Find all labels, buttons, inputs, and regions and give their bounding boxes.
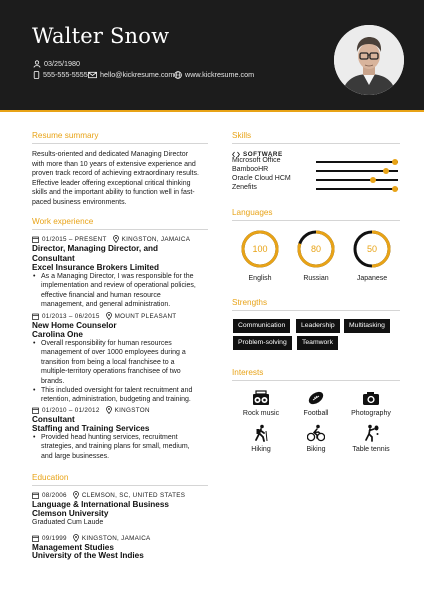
skill-name: Zenefits <box>232 184 257 191</box>
strengths-title: Strengths <box>232 298 268 307</box>
interests-divider <box>232 380 400 381</box>
interest-label: Table tennis <box>352 446 390 453</box>
experience-divider <box>32 229 208 230</box>
software-group: SOFTWARE <box>232 151 283 158</box>
education-school: University of the West Indies <box>32 551 144 560</box>
job-company: Carolina One <box>32 330 83 339</box>
education-dates: 09/1999 <box>42 534 67 542</box>
education-title: Education <box>32 473 69 482</box>
calendar-icon <box>32 535 39 542</box>
strengths-divider <box>232 310 400 311</box>
phone-row <box>33 70 88 79</box>
profile-photo <box>334 25 404 95</box>
education-school: Clemson University <box>32 509 109 518</box>
languages-title: Languages <box>232 208 273 217</box>
job-bullets <box>32 339 192 405</box>
job-company: Excel Insurance Brokers Limited <box>32 263 159 272</box>
strength-tag: Leadership <box>296 319 340 333</box>
language-ring <box>296 229 336 269</box>
skill-name: BambooHR <box>232 166 269 173</box>
summary-divider <box>32 143 208 144</box>
skill-level-dot <box>383 168 389 174</box>
hiking-icon <box>252 424 270 442</box>
table-tennis-icon <box>362 424 380 442</box>
job-location: KINGSTON, JAMAICA <box>121 235 191 243</box>
education-location: KINGSTON, JAMAICA <box>81 534 151 542</box>
resume-header <box>0 0 424 110</box>
skill-name: Microsoft Office <box>232 157 281 164</box>
education-degree: Management Studies <box>32 543 114 552</box>
job-bullets <box>32 433 190 461</box>
skill-name: Oracle Cloud HCM <box>232 175 291 182</box>
languages-divider <box>232 220 400 221</box>
skill-level-dot <box>392 159 398 165</box>
phone-icon <box>33 71 40 79</box>
skill-bar <box>316 170 398 172</box>
boombox-icon <box>252 390 270 406</box>
job-dates: 01/2015 – PRESENT <box>42 235 107 243</box>
location-pin-icon <box>73 534 79 542</box>
skills-divider <box>232 143 400 144</box>
phone-text[interactable]: 555-555-5555 <box>43 70 88 79</box>
education-degree: Language & International Business <box>32 500 169 509</box>
calendar-icon <box>32 492 39 499</box>
skills-title: Skills <box>232 131 252 140</box>
email-link[interactable]: hello@kickresume.com <box>100 70 175 79</box>
skill-bar <box>316 188 398 190</box>
person-icon <box>33 60 41 68</box>
job-meta <box>32 235 190 243</box>
skill-bar <box>316 161 398 163</box>
location-pin-icon <box>113 235 119 243</box>
job-role: Director, Managing Director, and Consultant <box>32 244 159 263</box>
skill-bar <box>316 179 398 181</box>
strength-tag: Communication <box>233 319 290 333</box>
language-level-value: 100 <box>252 244 268 254</box>
language-level-value: 50 <box>366 244 378 254</box>
website-row <box>174 70 254 79</box>
summary-text: Results-oriented and dedicated Managing Director with more than 10 years of extensive experience and proven track record of achieving extraordinary results. Effective leader offering exceptional critical thinking skills and the important ability to function well in fast- paced business environments. <box>32 151 199 206</box>
skill-level-dot <box>370 177 376 183</box>
calendar-icon <box>32 313 39 320</box>
interest-label: Hiking <box>251 446 271 453</box>
summary-title: Resume summary <box>32 131 99 140</box>
job-dates: 01/2013 – 06/2015 <box>42 312 100 320</box>
bullet-item: • Overall responsibility for human resources management of over 1000 employees during a transition from being a local franchisee to a multiple-territory operations franchisee of two brands. <box>32 339 192 386</box>
calendar-icon <box>32 407 39 414</box>
calendar-icon <box>32 236 39 243</box>
job-role: Consultant <box>32 415 75 424</box>
language-ring <box>240 229 280 269</box>
education-meta <box>32 534 151 542</box>
bullet-item: • This included oversight for talent recruitment and retention, administration, budgeting and training. <box>32 386 192 405</box>
website-link[interactable]: www.kickresume.com <box>185 70 255 79</box>
bullet-item: • Provided head hunting services, recruitment strategies, and training plans for small, medium, and large businesses. <box>32 433 190 461</box>
skill-level-dot <box>392 186 398 192</box>
bullet-item: • As a Managing Director, I was responsible for the implementation and review of operational policies, effective financial and human resource management, and general administration. <box>32 272 196 310</box>
envelope-icon <box>88 71 97 79</box>
interests-title: Interests <box>232 368 264 377</box>
job-role: New Home Counselor <box>32 321 117 330</box>
interest-label: Biking <box>306 446 326 453</box>
job-location: KINGSTON <box>114 406 150 414</box>
experience-title: Work experience <box>32 217 94 226</box>
education-divider <box>32 485 208 486</box>
language-name: Russian <box>303 275 329 282</box>
interest-label: Football <box>303 410 329 417</box>
job-meta <box>32 312 176 320</box>
location-pin-icon <box>106 406 112 414</box>
education-location: CLEMSON, SC, UNITED STATES <box>81 491 186 499</box>
interest-label: Rock music <box>242 410 280 417</box>
job-location: MOUNT PLEASANT <box>114 312 177 320</box>
education-dates: 08/2006 <box>42 491 67 499</box>
education-note: Graduated Cum Laude <box>32 519 104 526</box>
camera-icon <box>362 390 380 406</box>
language-ring <box>352 229 392 269</box>
location-pin-icon <box>73 491 79 499</box>
football-icon <box>307 390 325 406</box>
location-pin-icon <box>106 312 112 320</box>
globe-icon <box>174 71 182 79</box>
language-name: English <box>248 275 272 282</box>
candidate-name: Walter Snow <box>32 24 170 48</box>
biking-icon <box>307 424 325 442</box>
job-company: Staffing and Training Services <box>32 424 150 433</box>
job-dates: 01/2010 – 01/2012 <box>42 406 100 414</box>
language-level-value: 80 <box>310 244 322 254</box>
strength-tag: Multitasking <box>344 319 390 333</box>
education-meta <box>32 491 185 499</box>
birthdate-text: 03/25/1980 <box>44 59 80 68</box>
interest-label: Photography <box>351 410 391 417</box>
header-accent-line <box>0 110 424 112</box>
email-row <box>88 70 174 79</box>
birthdate-row <box>33 59 80 68</box>
language-name: Japanese <box>356 275 388 282</box>
job-bullets <box>32 272 196 310</box>
strength-tag: Teamwork <box>297 336 338 350</box>
job-meta <box>32 406 150 414</box>
strength-tag: Problem-solving <box>233 336 292 350</box>
